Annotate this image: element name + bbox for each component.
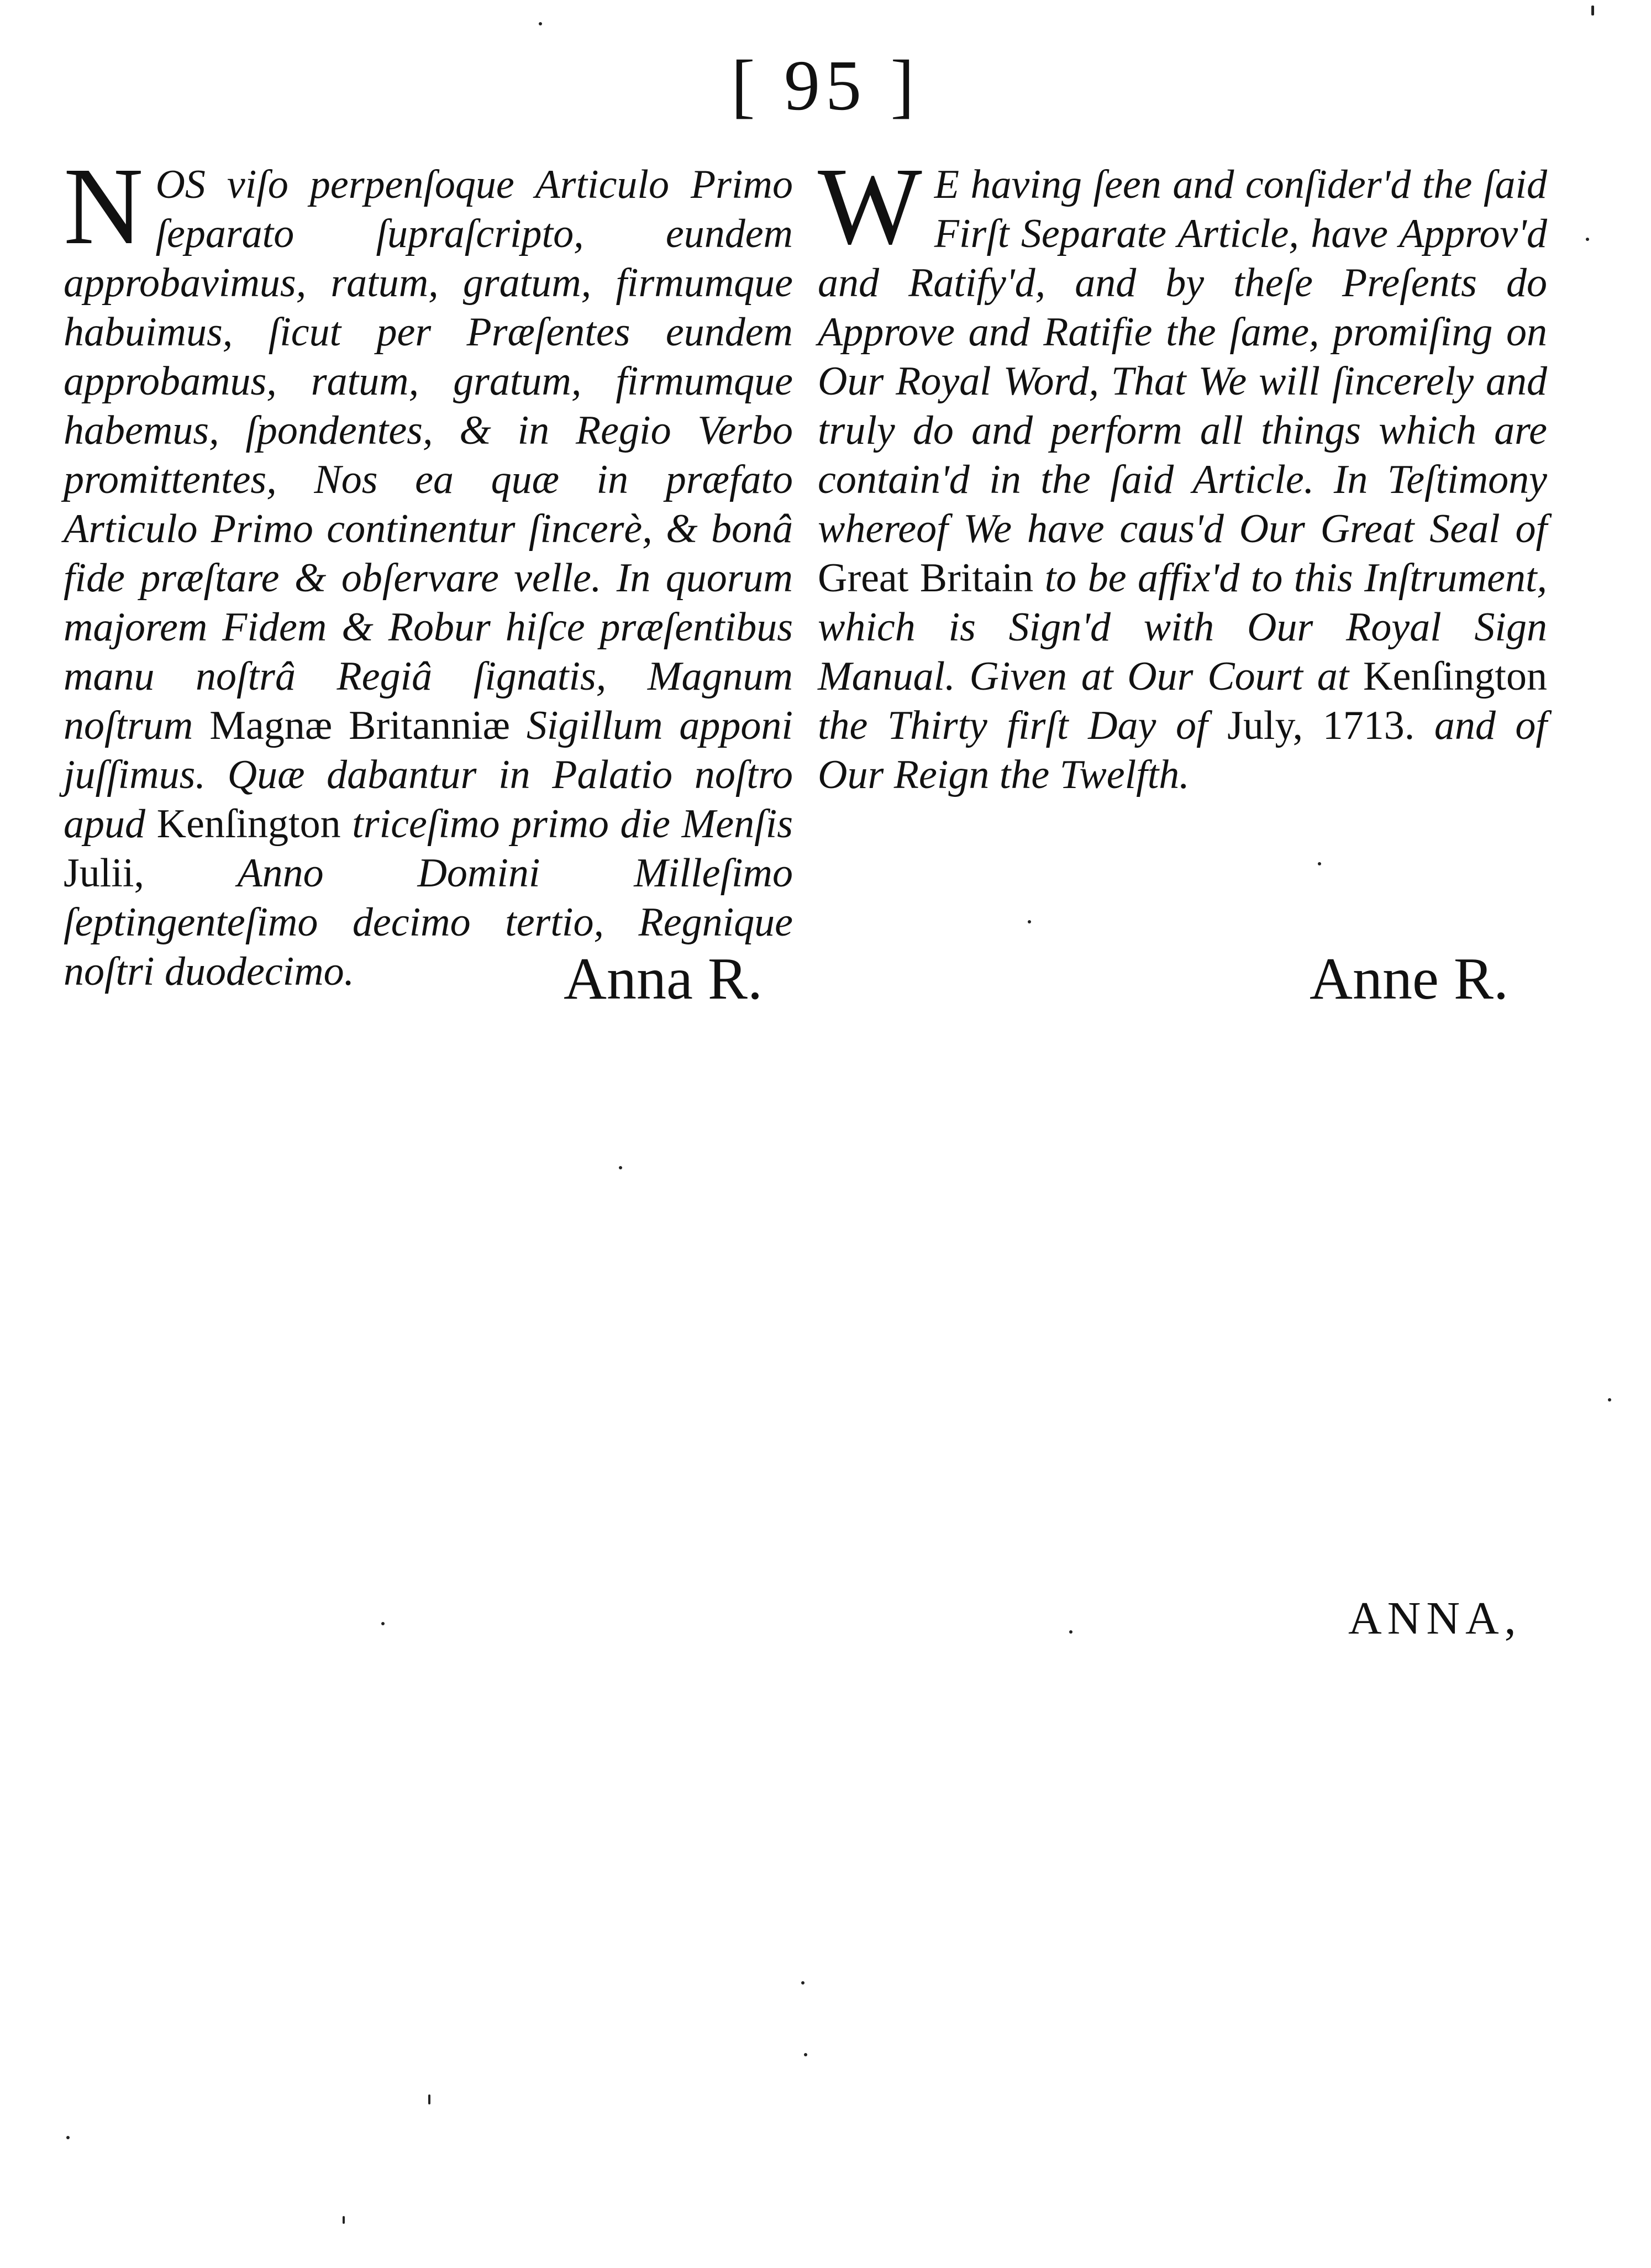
- latin-seg-2: Sigillum apponi juſſimus. Quæ dabantur in Palatio noſtro apud: [64, 703, 793, 847]
- english-seg-6: and of Our Reign the Twelfth.: [818, 703, 1547, 797]
- english-seg-2: to be affix'd to this Inſtrument, which is Sign'd with Our Royal Sign Manual. Given at Our Court at: [818, 555, 1548, 699]
- latin-seg-4: triceſimo primo die Menſis: [340, 801, 793, 847]
- english-seg-1: Great Britain: [818, 555, 1034, 601]
- latin-seg-0: OS viſo perpenſoque Articulo Primo ſeparato ſupraſcripto, eundem approbavimus, ratum, gratum, firmumque habuimus, ſicut per Præſentes eundem approbamus, ratum, gratum, firmumque habemus, ſpondentes, & in Regio Verbo promittentes, Nos ea quæ in præfato Articulo Primo continentur ſincerè, & bonâ fide præſtare & obſervare velle. In quorum majorem Fidem & Robur hiſce præſentibus manu noſtrâ Regiâ ſignatis, Magnum noſtrum: [64, 162, 793, 748]
- scan-speck: [1608, 1398, 1611, 1401]
- english-seg-4: the Thirty firſt Day of: [818, 703, 1228, 748]
- scan-speck: [343, 2216, 345, 2224]
- english-text-column: [818, 145, 1548, 800]
- english-signature: Anne R.: [1310, 946, 1508, 1012]
- page-number: [ 95 ]: [731, 46, 920, 125]
- scan-speck: [804, 2053, 807, 2056]
- english-seg-0: E having ſeen and conſider'd the ſaid Firſt Separate Article, have Approv'd and Ratify'd, and by theſe Preſents do Approve and Ratifie the ſame, promiſing on Our Royal Word, That We will ſincerely and truly do and perform all things which are contain'd in the ſaid Article. In Teſtimony whereof We have caus'd Our Great Seal of: [818, 162, 1547, 552]
- latin-text-column: [64, 145, 793, 996]
- scan-speck: [539, 22, 542, 25]
- latin-dropcap: N: [64, 145, 144, 267]
- scan-speck: [1069, 1630, 1072, 1634]
- english-dropcap: W: [818, 145, 922, 267]
- scan-speck: [1028, 920, 1031, 923]
- scan-speck: [801, 1981, 805, 1985]
- latin-seg-1: Magnæ Britanniæ: [209, 703, 510, 748]
- scan-speck: [381, 1622, 385, 1625]
- scan-speck: [1591, 6, 1594, 15]
- scan-speck: [1318, 862, 1321, 865]
- scan-speck: [1586, 238, 1589, 241]
- scan-speck: [66, 2136, 70, 2139]
- latin-seg-3: Kenſington: [156, 801, 341, 847]
- latin-seg-6: Anno Domini Milleſimo ſeptingenteſimo decimo tertio, Regnique noſtri duodecimo.: [64, 851, 793, 994]
- english-seg-3: Kenſington: [1363, 654, 1547, 699]
- english-seg-5: July, 1713.: [1227, 703, 1415, 748]
- latin-signature: Anna R.: [564, 946, 763, 1012]
- latin-seg-5: Julii,: [64, 851, 144, 896]
- catchword: ANNA,: [1348, 1593, 1522, 1644]
- scan-speck: [619, 1166, 622, 1169]
- scan-speck: [428, 2094, 430, 2104]
